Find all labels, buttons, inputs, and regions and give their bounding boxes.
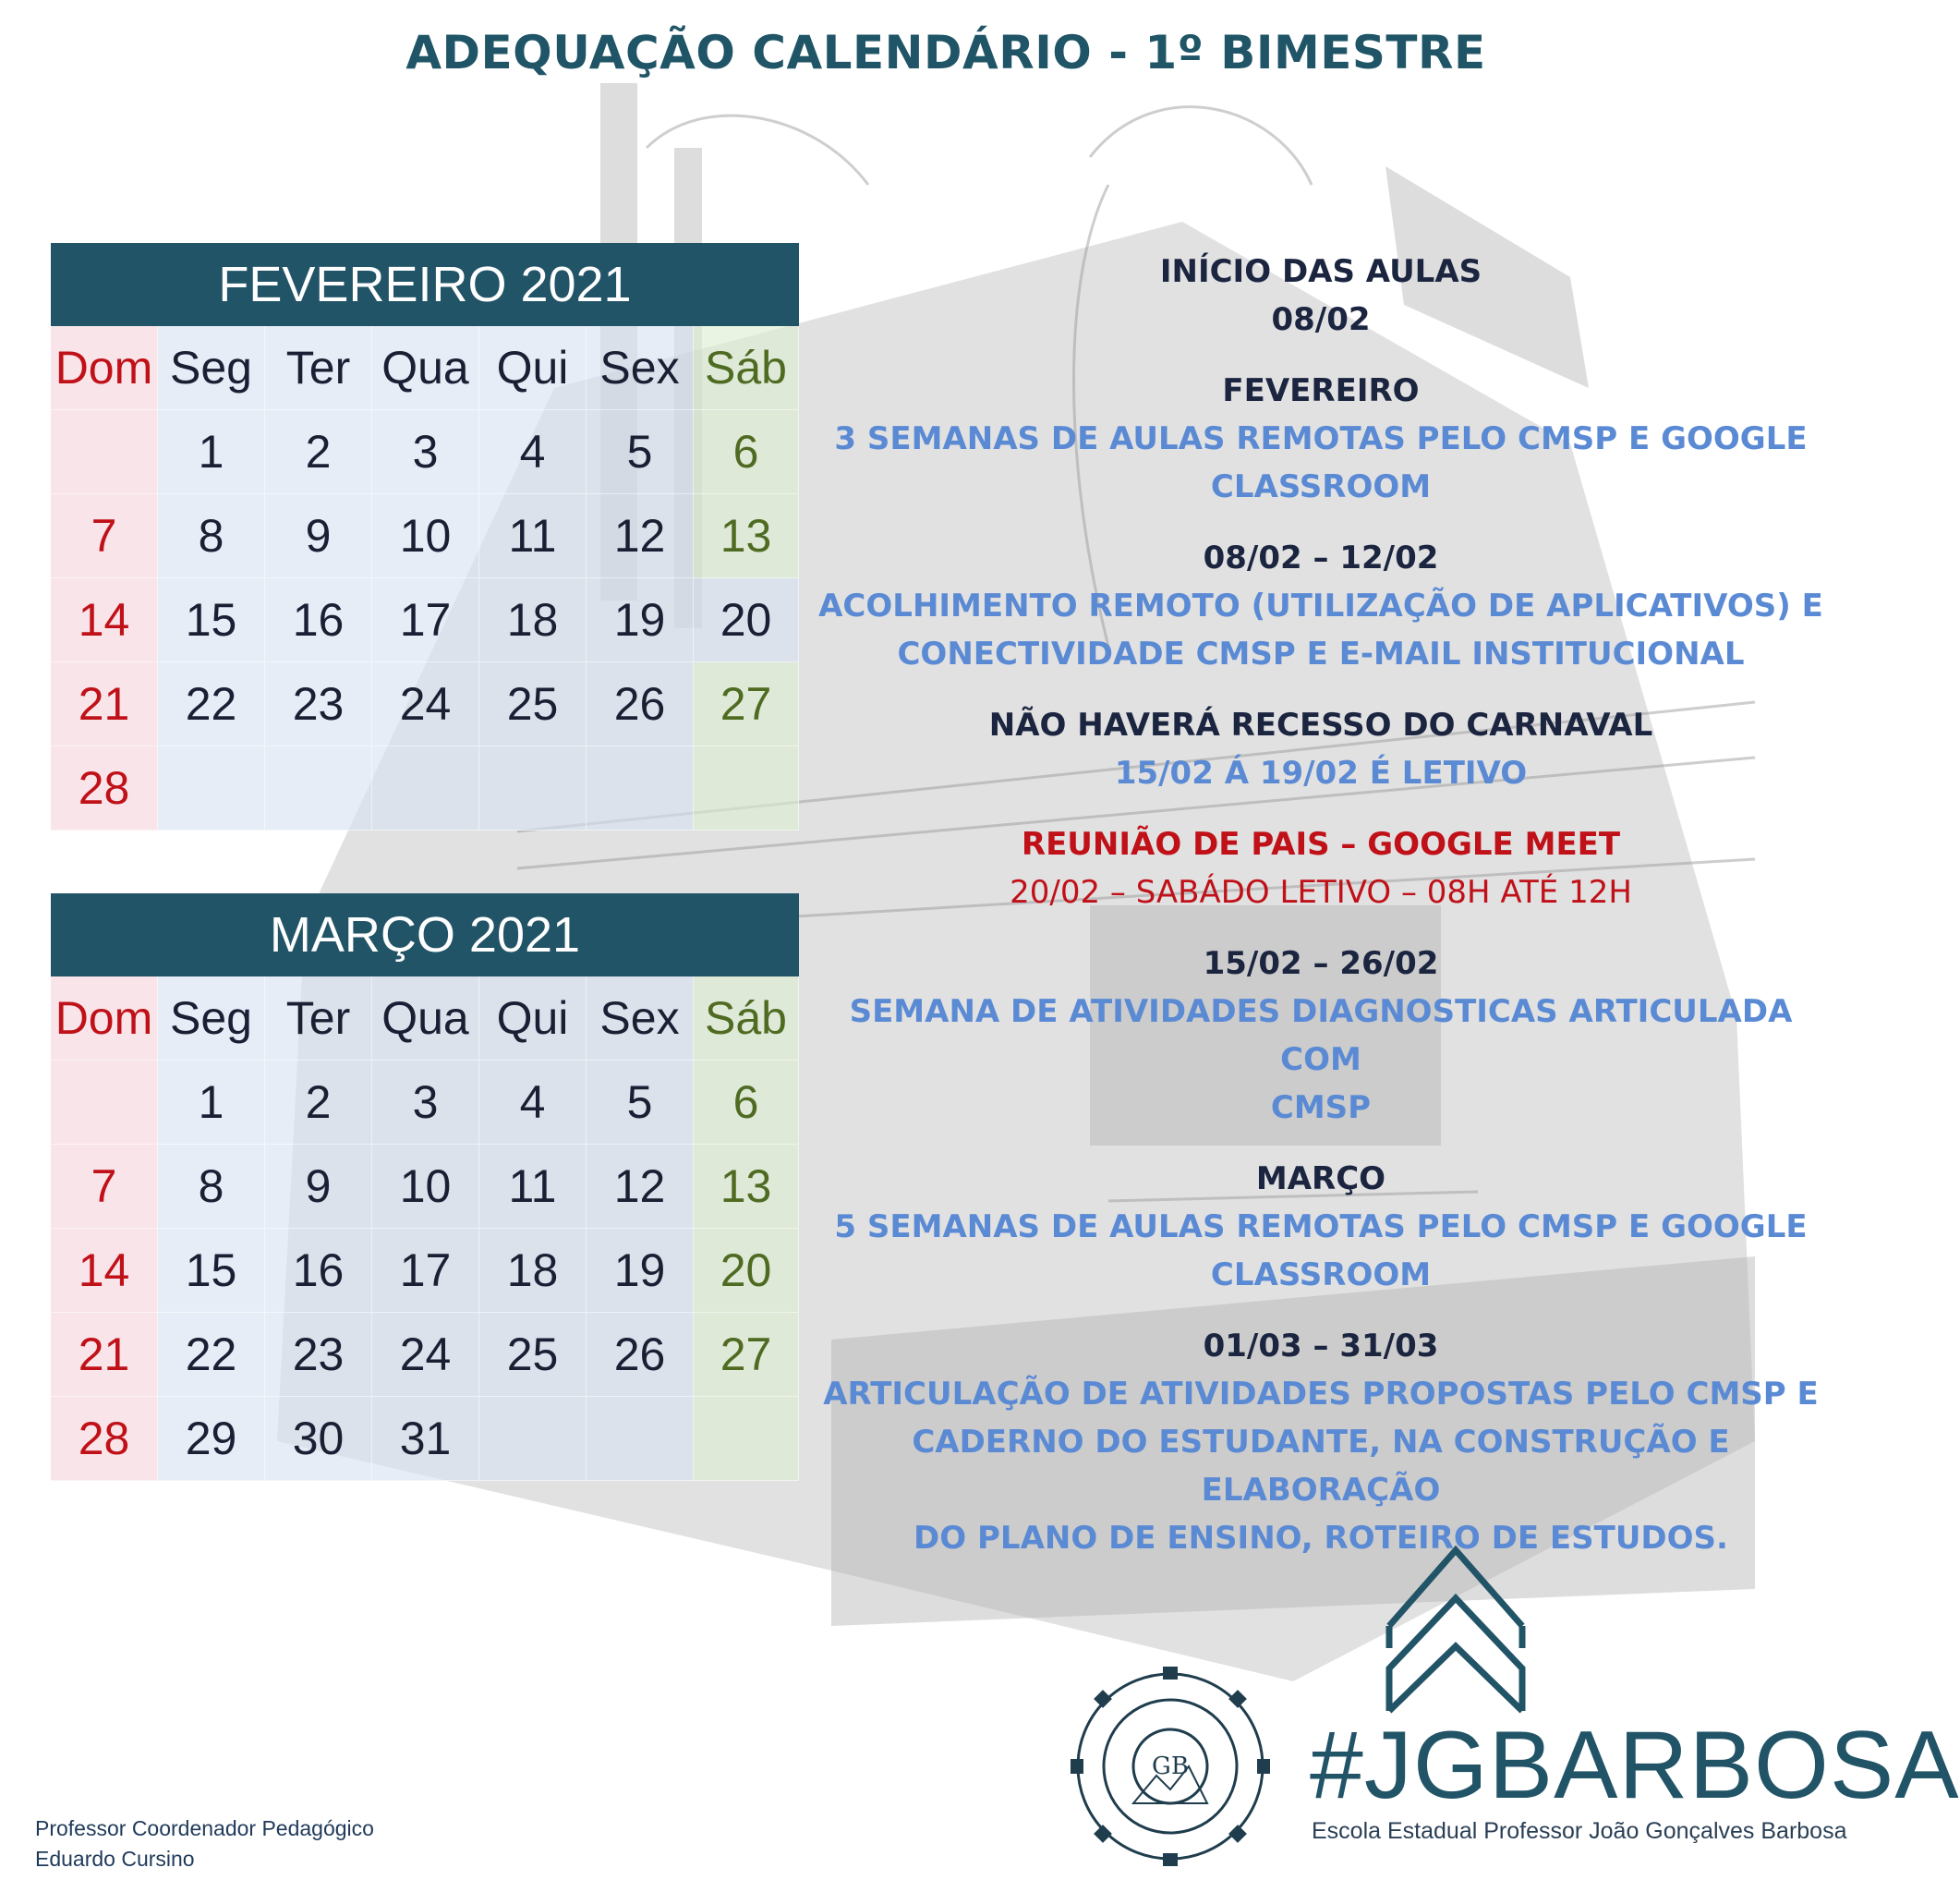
day-cell: 28 — [51, 1397, 158, 1481]
signature — [35, 1813, 374, 1874]
day-cell: 17 — [372, 1229, 479, 1313]
start-label: INÍCIO DAS AULAS — [1159, 253, 1482, 290]
day-cell: 7 — [51, 1145, 158, 1229]
seal-monogram: GB — [1152, 1753, 1189, 1780]
day-cell: 22 — [158, 1313, 265, 1397]
weekday-tuesday: Ter — [265, 326, 372, 410]
day-cell: 19 — [587, 578, 694, 662]
day-cell: 25 — [479, 662, 587, 746]
day-cell: 10 — [372, 494, 479, 578]
school-hashtag: #JGBARBOSA — [1310, 1712, 1960, 1819]
day-cell: 8 — [158, 494, 265, 578]
day-cell: 30 — [265, 1397, 372, 1481]
diagnostic-text: SEMANA DE ATIVIDADES DIAGNOSTICAS ARTICULADA COM — [849, 993, 1793, 1078]
day-cell: 22 — [158, 662, 265, 746]
day-cell: 15 — [158, 1229, 265, 1313]
calendar-grid — [51, 326, 799, 831]
day-cell: 4 — [479, 1061, 587, 1145]
day-cell — [158, 746, 265, 831]
day-cell: 6 — [694, 1061, 799, 1145]
school-name: Escola Estadual Professor João Gonçalves Barbosa — [1312, 1818, 1847, 1844]
day-cell: 16 — [265, 578, 372, 662]
day-cell: 12 — [587, 1145, 694, 1229]
day-cell — [694, 1397, 799, 1481]
diagnostic-text: CMSP — [1270, 1089, 1372, 1126]
day-cell: 11 — [479, 1145, 587, 1229]
day-cell: 13 — [694, 494, 799, 578]
day-cell: 17 — [372, 578, 479, 662]
carnival-label: NÃO HAVERÁ RECESSO DO CARNAVAL — [988, 707, 1653, 744]
day-cell: 8 — [158, 1145, 265, 1229]
articulation-text: ARTICULAÇÃO DE ATIVIDADES PROPOSTAS PELO CMSP E — [823, 1376, 1819, 1413]
day-cell: 24 — [372, 1313, 479, 1397]
day-cell: 3 — [372, 410, 479, 494]
day-cell: 21 — [51, 1313, 158, 1397]
weekday-thursday: Qui — [479, 326, 587, 410]
day-cell: 10 — [372, 1145, 479, 1229]
day-cell — [51, 410, 158, 494]
parents-meeting-text: 20/02 – SABÁDO LETIVO – 08H ATÉ 12H — [1010, 874, 1632, 911]
weekday-wednesday: Qua — [372, 976, 479, 1061]
schedule-notes — [813, 248, 1829, 1562]
start-date: 08/02 — [1271, 301, 1371, 338]
weekday-monday: Seg — [158, 976, 265, 1061]
calendar-grid — [51, 976, 799, 1481]
weekday-thursday: Qui — [479, 976, 587, 1061]
articulation-text: CADERNO DO ESTUDANTE, NA CONSTRUÇÃO E ELABORAÇÃO — [912, 1424, 1730, 1509]
day-cell — [694, 746, 799, 831]
welcome-text: ACOLHIMENTO REMOTO (UTILIZAÇÃO DE APLICATIVOS) E — [818, 588, 1823, 625]
day-cell: 5 — [587, 410, 694, 494]
day-cell — [587, 1397, 694, 1481]
day-cell: 2 — [265, 1061, 372, 1145]
day-cell: 28 — [51, 746, 158, 831]
chevron-logo-icon — [1384, 1545, 1528, 1720]
day-cell: 26 — [587, 1313, 694, 1397]
day-cell: 6 — [694, 410, 799, 494]
february-label: FEVEREIRO — [1222, 372, 1420, 409]
signature-role: Professor Coordenador Pedagógico — [35, 1816, 374, 1840]
calendar-february — [51, 243, 799, 831]
weekday-sunday: Dom — [51, 976, 158, 1061]
day-cell: 19 — [587, 1229, 694, 1313]
calendar-month-title: FEVEREIRO 2021 — [51, 243, 799, 326]
weekday-saturday: Sáb — [694, 326, 799, 410]
day-cell: 12 — [587, 494, 694, 578]
welcome-range: 08/02 – 12/02 — [1203, 540, 1439, 576]
day-cell: 11 — [479, 494, 587, 578]
weekday-sunday: Dom — [51, 326, 158, 410]
march-label: MARÇO — [1255, 1160, 1386, 1197]
diagnostic-range: 15/02 – 26/02 — [1203, 945, 1439, 982]
carnival-text: 15/02 Á 19/02 É LETIVO — [1114, 755, 1528, 792]
parents-meeting-label: REUNIÃO DE PAIS – GOOGLE MEET — [1021, 826, 1621, 863]
february-text: CLASSROOM — [1210, 468, 1432, 505]
day-cell: 31 — [372, 1397, 479, 1481]
day-cell — [265, 746, 372, 831]
day-cell: 29 — [158, 1397, 265, 1481]
day-cell: 1 — [158, 410, 265, 494]
signature-name: Eduardo Cursino — [35, 1847, 195, 1871]
page-title: ADEQUAÇÃO CALENDÁRIO - 1º BIMESTRE — [405, 26, 1486, 79]
calendar-month-title: MARÇO 2021 — [51, 893, 799, 976]
day-cell: 1 — [158, 1061, 265, 1145]
day-cell: 21 — [51, 662, 158, 746]
day-cell: 27 — [694, 1313, 799, 1397]
day-cell: 20 — [694, 1229, 799, 1313]
school-seal-logo — [1069, 1665, 1272, 1868]
weekday-friday: Sex — [587, 976, 694, 1061]
weekday-tuesday: Ter — [265, 976, 372, 1061]
february-text: 3 SEMANAS DE AULAS REMOTAS PELO CMSP E GOOGLE — [834, 420, 1808, 457]
day-cell: 15 — [158, 578, 265, 662]
day-cell: 9 — [265, 1145, 372, 1229]
march-text: 5 SEMANAS DE AULAS REMOTAS PELO CMSP E GOOGLE — [834, 1208, 1808, 1245]
day-cell: 23 — [265, 662, 372, 746]
day-cell: 7 — [51, 494, 158, 578]
articulation-text: DO PLANO DE ENSINO, ROTEIRO DE ESTUDOS. — [913, 1520, 1728, 1557]
day-cell: 25 — [479, 1313, 587, 1397]
day-cell: 5 — [587, 1061, 694, 1145]
day-cell: 9 — [265, 494, 372, 578]
day-cell: 23 — [265, 1313, 372, 1397]
march-text: CLASSROOM — [1210, 1256, 1432, 1293]
welcome-text: CONECTIVIDADE CMSP E E-MAIL INSTITUCIONAL — [897, 636, 1745, 673]
day-cell: 26 — [587, 662, 694, 746]
weekday-monday: Seg — [158, 326, 265, 410]
day-cell: 14 — [51, 578, 158, 662]
weekday-wednesday: Qua — [372, 326, 479, 410]
day-cell: 18 — [479, 1229, 587, 1313]
day-cell — [479, 1397, 587, 1481]
day-cell — [51, 1061, 158, 1145]
weekday-friday: Sex — [587, 326, 694, 410]
day-cell: 14 — [51, 1229, 158, 1313]
day-cell-school-saturday: 20 — [694, 578, 799, 662]
day-cell: 16 — [265, 1229, 372, 1313]
day-cell: 18 — [479, 578, 587, 662]
calendar-march — [51, 893, 799, 1481]
day-cell: 13 — [694, 1145, 799, 1229]
day-cell: 24 — [372, 662, 479, 746]
weekday-saturday: Sáb — [694, 976, 799, 1061]
day-cell: 4 — [479, 410, 587, 494]
day-cell — [479, 746, 587, 831]
day-cell — [587, 746, 694, 831]
day-cell: 2 — [265, 410, 372, 494]
day-cell — [372, 746, 479, 831]
articulation-range: 01/03 – 31/03 — [1203, 1328, 1439, 1364]
day-cell: 3 — [372, 1061, 479, 1145]
day-cell: 27 — [694, 662, 799, 746]
